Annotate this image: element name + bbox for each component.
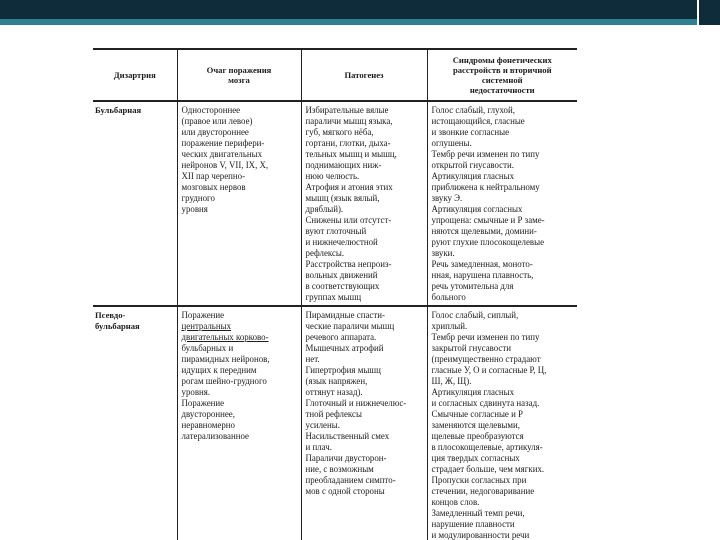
- cell-syndrome: Голос слабый, глухой, истощающийся, гласные и звонкие согласные оглушены. Тембр речи изменен по типу открытой гнусавости. Артикуляция гласных приближена к нейтральному звуку Э. Артикуляция согласных упрощена: смычные и Р заме- няются щелевыми, домини- руют глухие плосокощелевые звуки. Речь замедленная, моното- нная, нарушена плавность, речь утомительна для больного: [427, 101, 577, 306]
- slide-header-accent: [0, 19, 720, 25]
- slide-header-bar: [0, 0, 720, 25]
- header-pathogenesis: Патогенез: [301, 49, 427, 101]
- table-header-row: [93, 49, 577, 101]
- header-syndrome: Синдромы фонетических расстройств и вторичной системной недостаточности: [427, 49, 577, 101]
- slide-header-corner: [697, 0, 720, 25]
- dysarthria-table: [93, 48, 577, 540]
- table-row: [93, 101, 577, 306]
- scanned-table-page: [93, 48, 577, 540]
- header-type: Дизартрия: [93, 49, 177, 101]
- cell-lesion: Поражение центральных двигательных корково- бульбарных и пирамидных нейронов, идущих к передним рогам шейно-грудного уровня. Поражение двустороннее, неравномерно латерализованное: [177, 306, 301, 540]
- header-lesion: Очаг поражения мозга: [177, 49, 301, 101]
- cell-syndrome: Голос слабый, сиплый, хриплый. Тембр речи изменен по типу закрытой гнусавости (преимущественно страдают гласные У, О и согласные Р, Ц, Ш, Ж, Щ). Артикуляция гласных и согласных сдвинута назад. Смычные согласные и Р заменяются щелевыми, щелевые преобразуются в плосокощелевые, артикуля- ция твердых согласных страдает больше, чем мягких. Пропуски согласных при стечении, недоговаривание концов слов. Замедленный темп речи, нарушение плавности и модулированности речи: [427, 306, 577, 540]
- cell-type: Бульбарная: [93, 101, 177, 306]
- cell-lesion: Одностороннее (правое или левое) или двустороннее поражение перифери- ческих двигательных нейронов V, VII, IX, X, XII пар черепно- мозговых нервов грудного уровня: [177, 101, 301, 306]
- cell-type: Псевдо- бульбарная: [95, 310, 140, 331]
- table-row: [93, 306, 577, 540]
- cell-pathogenesis: Избирательные вялые параличи мышц языка, губ, мягкого нёба, гортани, глотки, дыха- тельных мышц и мышц, поднимающих ниж- нюю челюсть. Атрофия и атония этих мышц (язык вялый, дряблый). Снижены или отсутст- вуют глоточный и нижнечелюстной рефлексы. Расстройства непроиз- вольных движений в соответствующих группах мышц: [301, 101, 427, 306]
- cell-pathogenesis: Пирамидные спасти- ческие параличи мышц речевого аппарата. Мышечных атрофий нет. Гипертрофия мышц (язык напряжен, оттянут назад). Глоточный и нижнечелюс- тной рефлексы усилены. Насильственный смех и плач. Параличи двусторон- ние, с возможным преобладанием симпто- мов с одной стороны: [301, 306, 427, 540]
